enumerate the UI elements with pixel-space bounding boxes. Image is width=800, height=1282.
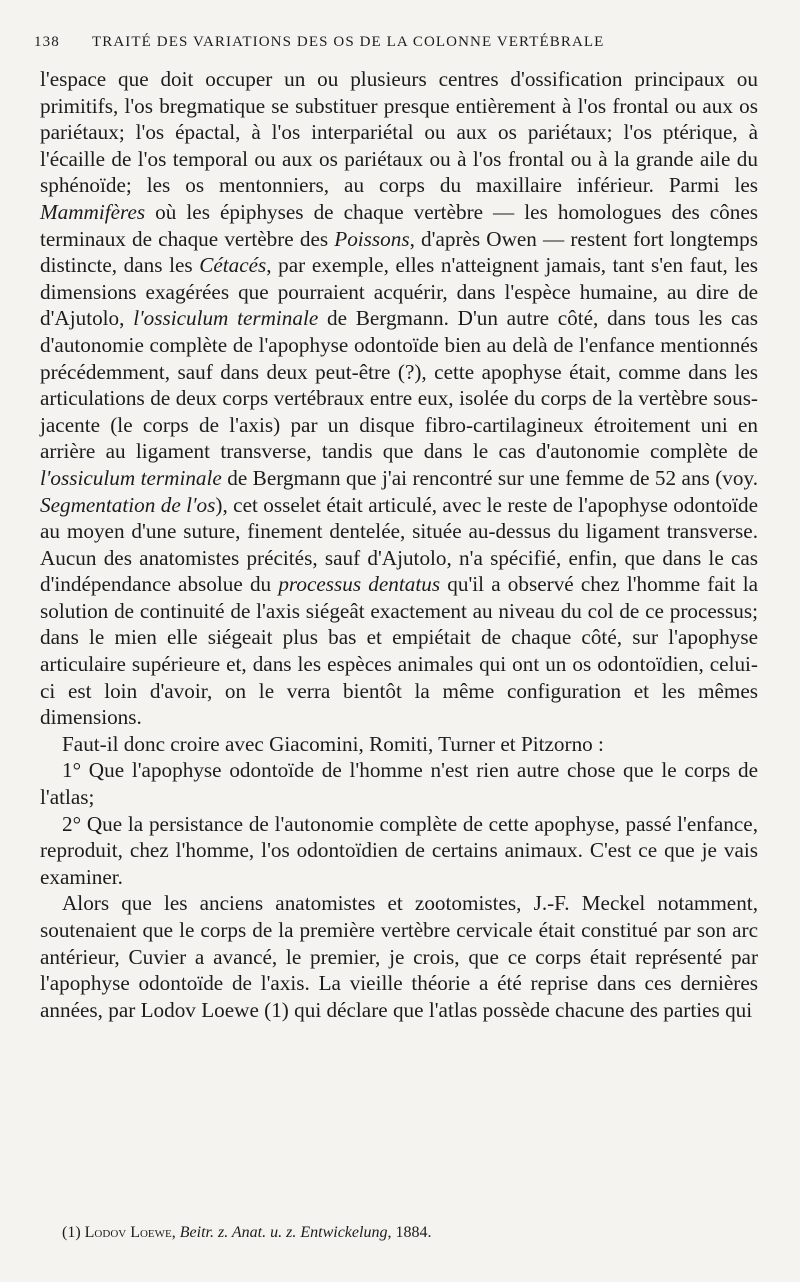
italic-term: Cétacés: [199, 253, 267, 278]
running-title: TRAITÉ DES VARIATIONS DES OS DE LA COLONNE VERTÉBRALE: [92, 34, 605, 50]
running-header: [34, 34, 734, 51]
footnote-marker: (1): [62, 1224, 81, 1241]
italic-term: l'ossiculum terminale: [133, 306, 319, 331]
text-run: de Bergmann que j'ai rencontré sur une femme de 52 ans (voy.: [221, 465, 758, 490]
paragraph-2: Faut-il donc croire avec Giacomini, Romiti, Turner et Pitzorno :: [62, 731, 604, 756]
footnote-title: Beitr. z. Anat. u. z. Entwickelung: [179, 1224, 388, 1241]
text-run: où les épiphyses de chaque vertèbre — les homologues des cônes terminaux de chaque vertèbre des: [40, 199, 758, 251]
text-run: l'espace que doit occuper un ou plusieurs centres d'ossification principaux ou primitifs, l'os bregmatique se substituer presque entièrement à l'os frontal ou aux os pariétaux; l'os épactal, à l'os interpariétal ou aux os pariétaux; l'os ptérique, à l'écaille de l'os temporal ou aux os pariétaux ou à l'os frontal ou à la grande aile du sphénoïde; les os mentonniers, au corps du maxillaire inférieur. Parmi les: [40, 67, 758, 198]
paragraph-5: Alors que les anciens anatomistes et zootomistes, J.-F. Meckel notamment, soutenaient que le corps de la première vertèbre cervicale était constitué par son arc antérieur, Cuvier a avancé, le premier, je crois, que ce corps était représenté par l'apophyse odontoïde de l'axis. La vieille théorie a été reprise dans ces dernières années, par Lodov Loewe (1) qui déclare que l'atlas possède chacune des parties qui: [40, 891, 758, 1022]
text-run: , d'après Owen — restent fort longtemps distincte, dans les: [40, 226, 759, 278]
italic-term: Segmentation de l'os: [40, 492, 216, 517]
footnote-year: , 1884.: [387, 1224, 432, 1241]
text-run: qu'il a observé chez l'homme fait la solution de continuité de l'axis siégeât exactement au niveau du col de ce processus; dans le mien elle siégeait plus bas et empiétait de chaque côté, sur l'apophyse articulaire supérieure et, dans les espèces animales qui ont un os odontoïdien, celui-ci est loin d'avoir, on le verra bientôt la même configuration et les mêmes dimensions.: [40, 572, 758, 730]
paragraph-1: [40, 66, 758, 731]
italic-term: Poissons: [334, 226, 410, 251]
footnote: [62, 1224, 762, 1242]
text-run: de Bergmann. D'un autre côté, dans tous les cas d'autonomie complète de l'apophyse odontoïde bien au delà de l'enfance mentionnés précédemment, sauf dans deux peut-être (?), cette apophyse était, comme dans les articulations de deux corps vertébraux entre eux, isolée du corps de la vertèbre sous-jacente (le corps de l'axis) par un disque fibro-cartilagineux étroitement uni en arrière au ligament transverse, tandis que dans le cas d'autonomie complète de: [40, 306, 759, 464]
text-run: , par exemple, elles n'atteignent jamais, tant s'en faut, les dimensions exagérées que pourraient acquérir, dans l'espèce humaine, au dire de d'Ajutolo,: [40, 253, 758, 331]
italic-term: processus dentatus: [278, 572, 441, 597]
italic-term: l'ossiculum terminale: [40, 465, 222, 490]
text-run: ), cet osselet était articulé, avec le reste de l'apophyse odontoïde au moyen d'une suture, finement dentelée, située au-dessus du ligament transverse. Aucun des anatomistes précités, sauf d'Ajutolo, n'a spécifié, enfin, que dans le cas d'indépendance absolue du: [40, 492, 758, 597]
footnote-comma: ,: [171, 1224, 180, 1241]
italic-term: Mammifères: [40, 199, 146, 224]
footnote-author: Lodov Loewe: [84, 1224, 172, 1241]
paragraph-4: 2° Que la persistance de l'autonomie complète de cette apophyse, passé l'enfance, reproduit, chez l'homme, l'os odontoïdien de certains animaux. C'est ce que je vais examiner.: [40, 811, 758, 889]
paragraph-3: 1° Que l'apophyse odontoïde de l'homme n'est rien autre chose que le corps de l'atlas;: [40, 758, 758, 810]
page-number: 138: [34, 34, 60, 50]
main-text: [40, 66, 758, 1023]
